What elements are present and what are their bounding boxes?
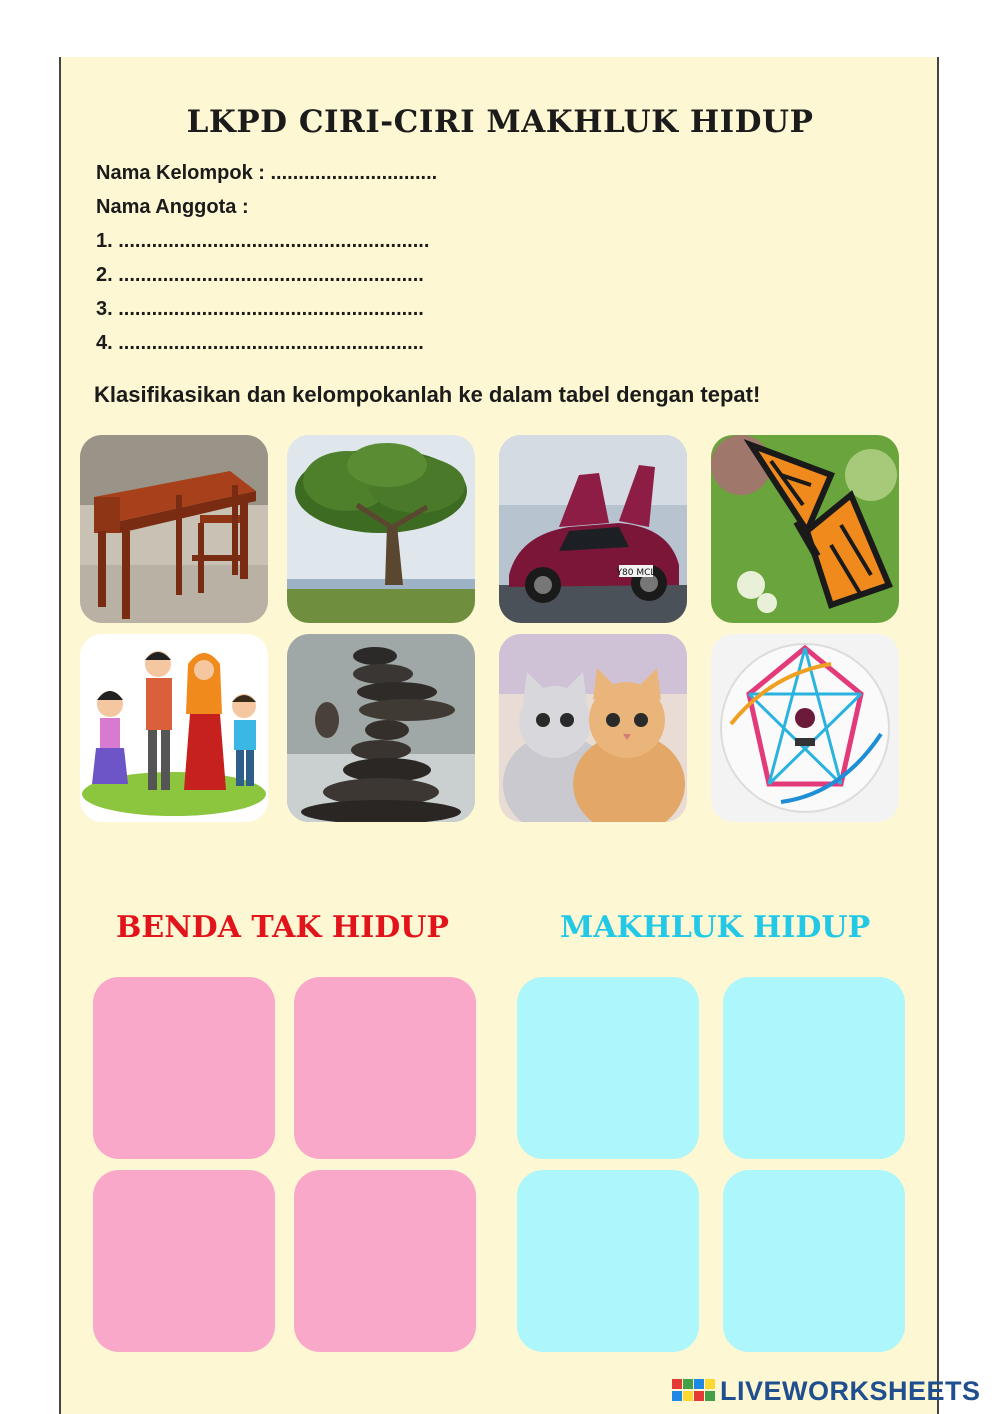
members-label: Nama Anggota : [96, 196, 249, 218]
desk-chair-icon [80, 435, 268, 623]
soccer-ball-image[interactable] [711, 634, 899, 822]
liveworksheets-brand-text: LIVEWORKSHEETS [720, 1375, 981, 1406]
group-form [96, 156, 437, 360]
member-line-1[interactable]: 1. ........................................................ [96, 230, 430, 252]
license-plate: Y80 MCL [616, 568, 656, 578]
living-heading: MAKHLUK HIDUP [560, 910, 871, 945]
family-icon [80, 634, 268, 822]
kittens-image[interactable] [499, 634, 687, 822]
sports-car-image[interactable] [499, 435, 687, 623]
member-line-3[interactable]: 3. ....................................................... [96, 298, 424, 320]
member-line-2[interactable]: 2. ....................................................... [96, 264, 424, 286]
living-drop-box-4[interactable] [723, 1170, 905, 1352]
living-drop-box-1[interactable] [517, 977, 699, 1159]
tree-image[interactable] [287, 435, 475, 623]
member-line-4[interactable]: 4. ....................................................... [96, 332, 424, 354]
living-drop-box-3[interactable] [517, 1170, 699, 1352]
kittens-icon [499, 634, 687, 822]
soccer-ball-icon [711, 634, 899, 822]
group-name-line[interactable]: Nama Kelompok : .............................. [96, 162, 438, 184]
family-image[interactable] [80, 634, 268, 822]
sports-car-icon [499, 435, 687, 623]
page-title: LKPD CIRI-CIRI MAKHLUK HIDUP [186, 104, 814, 140]
instruction-text: Klasifikasikan dan kelompokanlah ke dalam tabel dengan tepat! [94, 382, 761, 407]
stacked-stones-icon [287, 634, 475, 822]
non-living-drop-box-1[interactable] [93, 977, 275, 1159]
butterfly-icon [711, 435, 899, 623]
non-living-heading: BENDA TAK HIDUP [116, 910, 449, 945]
tree-icon [287, 435, 475, 623]
liveworksheets-logo [672, 1376, 981, 1406]
desk-chair-image[interactable] [80, 435, 268, 623]
living-drop-box-2[interactable] [723, 977, 905, 1159]
liveworksheets-logo-icon [672, 1379, 716, 1403]
stacked-stones-image[interactable] [287, 634, 475, 822]
butterfly-image[interactable] [711, 435, 899, 623]
non-living-drop-box-3[interactable] [93, 1170, 275, 1352]
non-living-drop-box-4[interactable] [294, 1170, 476, 1352]
non-living-drop-box-2[interactable] [294, 977, 476, 1159]
